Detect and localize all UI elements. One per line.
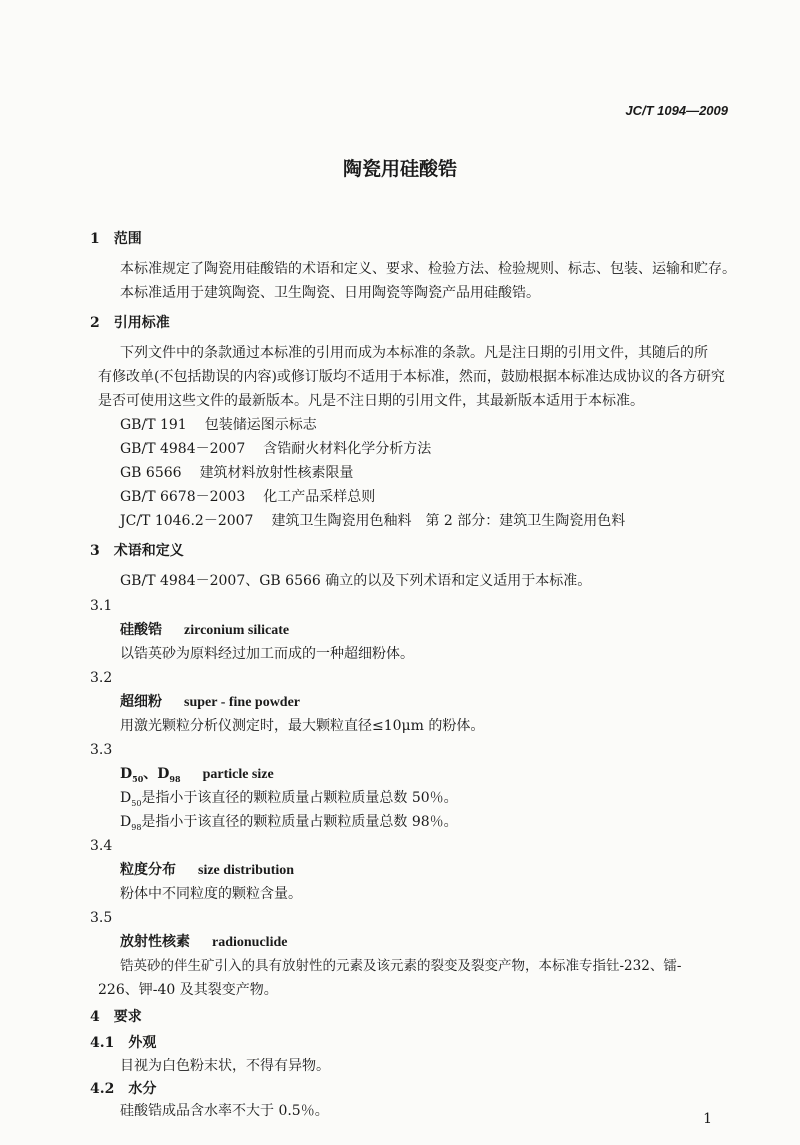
section-1-heading: 1 范围 (90, 231, 142, 247)
term-title: 放射性核素 radionuclide (120, 934, 288, 950)
term-number: 3.1 (90, 598, 113, 614)
page-number: 1 (703, 1111, 712, 1127)
term-definition: 锆英砂的伴生矿引入的具有放射性的元素及该元素的裂变及裂变产物，本标准专指钍-232、镭- (120, 958, 682, 974)
section-4-heading: 4 要求 (90, 1009, 142, 1025)
term-title: 粒度分布 size distribution (120, 862, 295, 878)
paragraph: 本标准规定了陶瓷用硅酸锆的术语和定义、要求、检验方法、检验规则、标志、包装、运输和贮存。 (120, 261, 736, 277)
paragraph-line: 下列文件中的条款通过本标准的引用而成为本标准的条款。凡是注日期的引用文件，其随后的所 (120, 345, 708, 361)
section-3-heading: 3 术语和定义 (90, 543, 184, 559)
subsection-heading: 4.2 水分 (90, 1081, 157, 1097)
reference-item: GB 6566 建筑材料放射性核素限量 (120, 465, 354, 481)
term-title: $D_{50}$、$D_{98}$ particle size (120, 766, 274, 784)
standard-code: JC/T 1094—2009 (625, 103, 728, 118)
term-title: 超细粉 super - fine powder (120, 694, 301, 710)
reference-item: GB/T 191 包装储运图示标志 (120, 417, 317, 433)
paragraph-line: 是否可使用这些文件的最新版本。凡是不注日期的引用文件，其最新版本适用于本标准。 (98, 393, 644, 409)
term-definition: $D_{50}$是指小于该直径的颗粒质量占颗粒质量总数 50％。 (120, 790, 458, 808)
paragraph: 目视为白色粉末状，不得有异物。 (120, 1058, 330, 1074)
reference-item: JC/T 1046.2－2007 建筑卫生陶瓷用色釉料 第 2 部分：建筑卫生陶瓷用色料 (120, 513, 626, 529)
paragraph: 硅酸锆成品含水率不大于 0.5％。 (120, 1103, 329, 1119)
section-2-heading: 2 引用标准 (90, 315, 170, 331)
term-title: 硅酸锆 zirconium silicate (120, 622, 290, 638)
term-number: 3.3 (90, 742, 113, 758)
paragraph: GB/T 4984－2007、GB 6566 确立的以及下列术语和定义适用于本标准。 (120, 573, 592, 589)
term-definition: 以锆英砂为原料经过加工而成的一种超细粉体。 (120, 646, 414, 662)
subsection-heading: 4.1 外观 (90, 1035, 157, 1051)
reference-item: GB/T 6678－2003 化工产品采样总则 (120, 489, 376, 505)
term-number: 3.2 (90, 670, 113, 686)
term-definition: 226、钾-40 及其裂变产物。 (98, 982, 278, 998)
reference-item: GB/T 4984－2007 含锆耐火材料化学分析方法 (120, 441, 432, 457)
page-title: 陶瓷用硅酸锆 (342, 158, 457, 180)
paragraph: 本标准适用于建筑陶瓷、卫生陶瓷、日用陶瓷等陶瓷产品用硅酸锆。 (120, 285, 540, 301)
term-number: 3.5 (90, 910, 113, 926)
term-number: 3.4 (90, 838, 113, 854)
term-definition: $D_{98}$是指小于该直径的颗粒质量占颗粒质量总数 98％。 (120, 814, 458, 832)
term-definition: 用激光颗粒分析仪测定时，最大颗粒直径≤10μm 的粉体。 (120, 718, 485, 734)
term-definition: 粉体中不同粒度的颗粒含量。 (120, 886, 302, 902)
paragraph-line: 有修改单(不包括勘误的内容)或修订版均不适用于本标准，然而，鼓励根据本标准达成协议的各方研究 (98, 369, 725, 385)
